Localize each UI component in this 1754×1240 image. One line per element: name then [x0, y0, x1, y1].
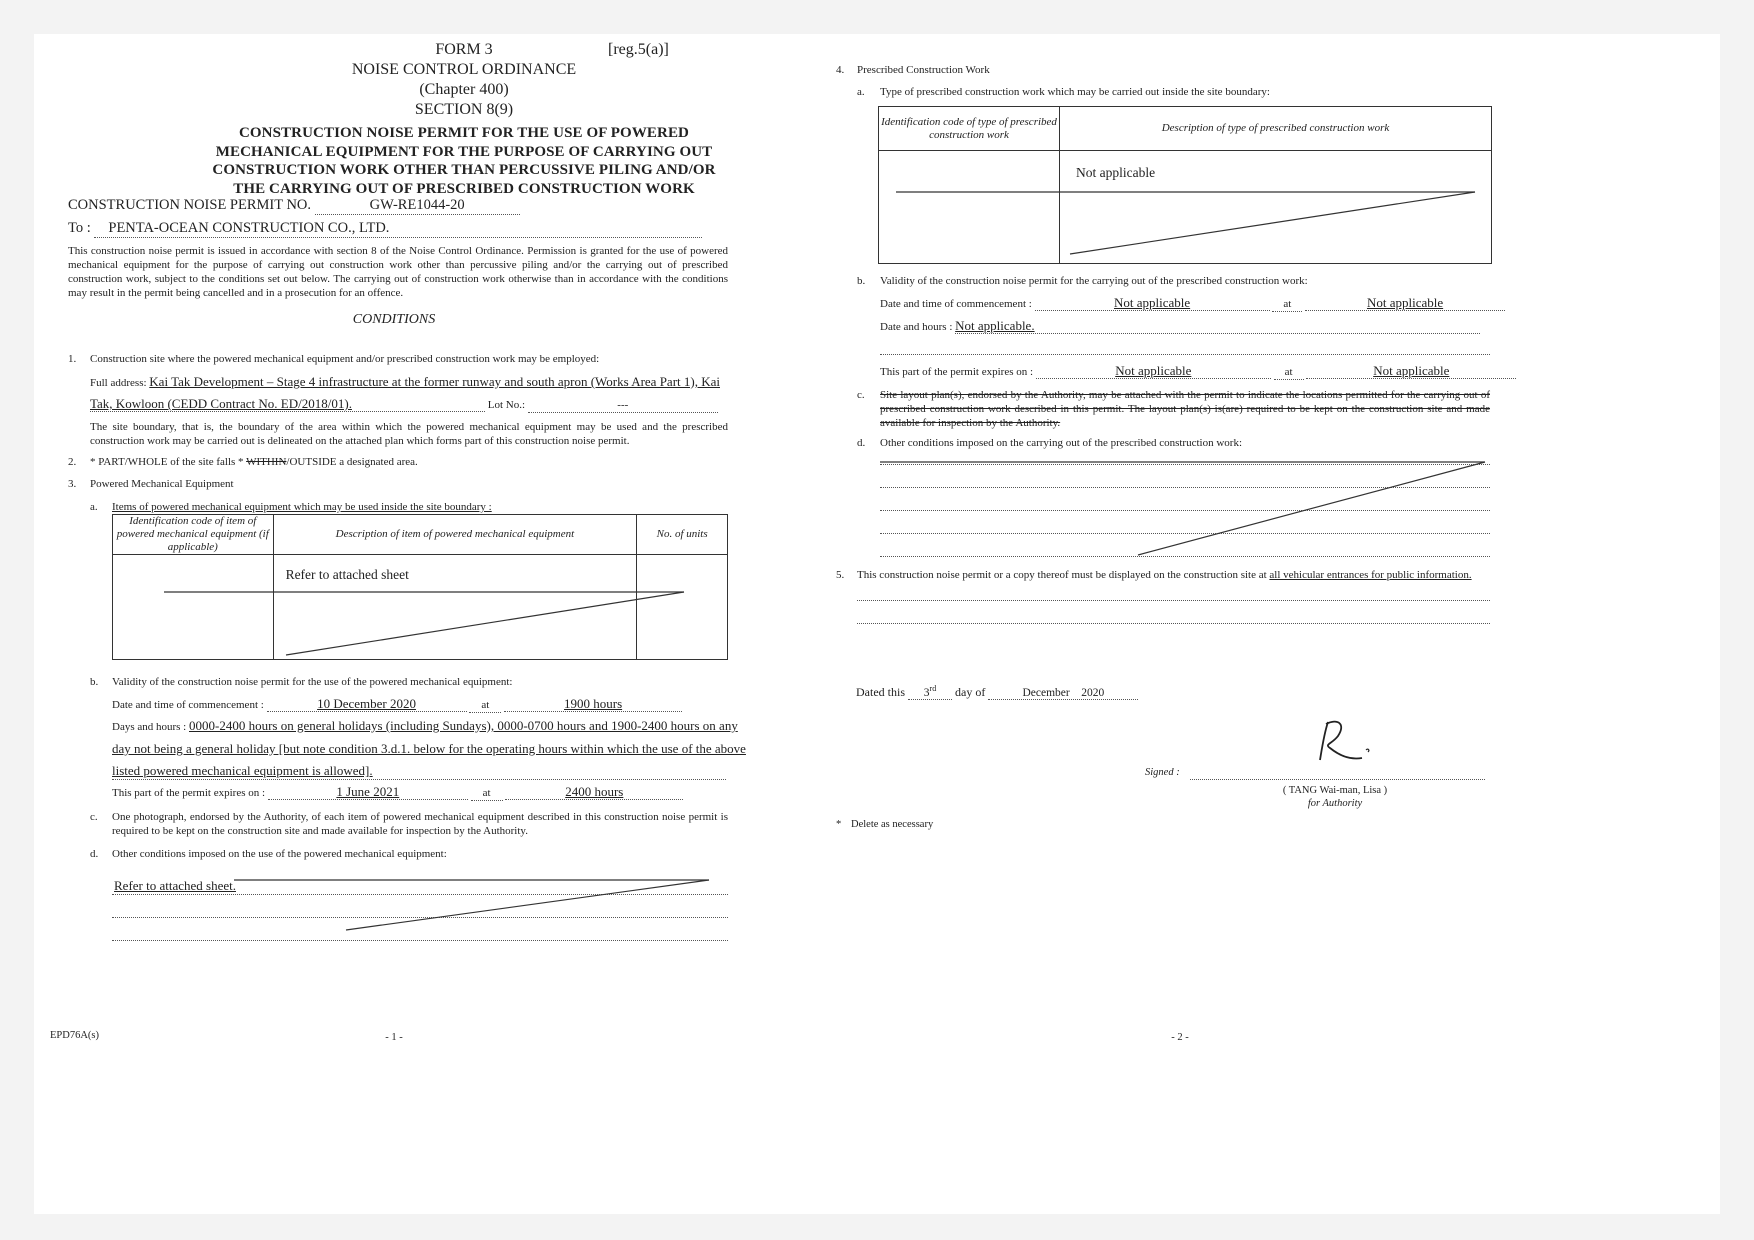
condition-3b-text: Validity of the construction noise permit for the use of the powered mechanical equipment:	[112, 676, 513, 688]
intro-paragraph: This construction noise permit is issued in accordance with section 8 of the Noise Control Ordinance. Permission is granted for the use of powered mechanical equipment for the purpose of carrying out construction work other than percussive piling and/or the carrying out of prescribed construction work, subject to the conditions set out below. The carrying out of construction work otherwise than in accordance with the conditions may result in the permit being cancelled and in a prosecution for an offence.	[68, 245, 728, 299]
full-address-line-1: Full address: Kai Tak Development – Stage 4 infrastructure at the former runway and south apron (Works Area Part 1), Kai	[90, 374, 720, 389]
pme-header-units: No. of units	[637, 515, 728, 555]
dated-year: 2020	[1081, 686, 1105, 699]
signatory-name: ( TANG Wai-man, Lisa )	[1282, 785, 1388, 796]
pcw-header-description: Description of type of prescribed construction work	[1060, 107, 1492, 151]
pcw-hours-row: Date and hours : Not applicable.	[880, 319, 1480, 334]
condition-3d-value: Refer to attached sheet.	[114, 878, 236, 893]
condition-3a-text: Items of powered mechanical equipment which may be used inside the site boundary :	[112, 501, 492, 513]
pme-expiry-date: 1 June 2021	[268, 785, 468, 800]
pcw-commence-date: Not applicable	[1035, 296, 1270, 311]
pcw-commencement-row: Date and time of commencement : Not applicable at Not applicable	[880, 296, 1505, 312]
full-address: Kai Tak Development – Stage 4 infrastructure at the former runway and south apron (Works Area Part 1), Kai	[149, 374, 720, 389]
dated-day: 3	[923, 686, 930, 699]
page-2: 4. Prescribed Construction Work a. Type of prescribed construction work which may be carried out inside the site boundary: Identification code of type of prescribed construction work Description of type of prescribed construction work Not applicable b. Validity of the construction noise permit for the carrying out of the prescribed construction work: Date and time of commencement : Not applicable at Not applicable Date and hours : Not applicable. This part of the permit expires on : Not applicable at Not applicable c. Site layout plan(s), endorsed by the Authority, may be attached with the permit to indicate the locations permitted for the carrying out of prescribed construction work described in this permit. The layout plan(s) is(are) required to be kept on the construction site and made available for inspection by the Authority. d. Other conditions imposed on the carrying out of the prescribed construction work: 5. This construction noise permit or a copy thereof must be displayed on the construction site at all vehicular entrances for public information. Dated this 3rd day of December 2020 Signed : ( TANG Wai-man, Lisa ) for Authority * Delete as necessary - 2 -	[880, 34, 1720, 1214]
signed-label: Signed :	[1145, 767, 1180, 778]
condition-3-number: 3.	[68, 478, 77, 490]
pcw-expiry-row: This part of the permit expires on : Not applicable at Not applicable	[880, 364, 1516, 380]
dated-month: December	[1022, 686, 1070, 699]
regulation-ref: [reg.5(a)]	[608, 41, 669, 58]
pme-days-row: Days and hours : 0000-2400 hours on general holidays (including Sundays), 0000-0700 hours and 1900-2400 hours on any	[112, 718, 738, 733]
pme-cell: Refer to attached sheet	[273, 555, 637, 660]
pme-commence-time: 1900 hours	[504, 697, 682, 712]
condition-2-text: * PART/WHOLE of the site falls * WITHIN/OUTSIDE a designated area.	[90, 456, 418, 468]
pcw-hours: Not applicable.	[955, 319, 1480, 334]
condition-4d-text: Other conditions imposed on the carrying out of the prescribed construction work:	[880, 437, 1242, 449]
pcw-header-code: Identification code of type of prescribed construction work	[879, 107, 1060, 151]
strike-lines-page-2	[880, 34, 1720, 1214]
full-address-line-2: Tak, Kowloon (CEDD Contract No. ED/2018/01). Lot No.: ---	[90, 397, 718, 413]
condition-5-value: all vehicular entrances for public information.	[1269, 569, 1472, 581]
condition-3-text: Powered Mechanical Equipment	[90, 478, 234, 490]
dated-row: Dated this 3rd day of December 2020	[856, 684, 1138, 700]
page-number-1: - 1 -	[385, 1032, 403, 1043]
condition-4-text: Prescribed Construction Work	[857, 64, 990, 76]
section: SECTION 8(9)	[414, 101, 514, 118]
for-authority: for Authority	[1307, 798, 1363, 809]
condition-1-text: Construction site where the powered mechanical equipment and/or prescribed construction work may be employed:	[90, 353, 600, 365]
pme-expiry-time: 2400 hours	[505, 785, 683, 800]
page-number-2: - 2 -	[1171, 1032, 1189, 1043]
ordinance-name: NOISE CONTROL ORDINANCE	[351, 61, 577, 78]
condition-5-text: This construction noise permit or a copy thereof must be displayed on the construction site at all vehicular entrances for public information.	[857, 569, 1472, 581]
addressee: PENTA-OCEAN CONSTRUCTION CO., LTD.	[94, 220, 702, 238]
pcw-expiry-time: Not applicable	[1306, 364, 1516, 379]
permit-number-row: CONSTRUCTION NOISE PERMIT NO. GW-RE1044-20	[68, 197, 520, 215]
form-number: FORM 3	[435, 41, 493, 58]
pcw-commence-time: Not applicable	[1305, 296, 1505, 311]
pme-header-description: Description of item of powered mechanical equipment	[273, 515, 637, 555]
pcw-cell: Not applicable	[1060, 151, 1492, 264]
pme-commencement-row: Date and time of commencement : 10 December 2020 at 1900 hours	[112, 697, 682, 713]
footnote: Delete as necessary	[851, 819, 934, 830]
condition-4b-text: Validity of the construction noise permit for the carrying out of the prescribed construction work:	[880, 275, 1308, 287]
condition-3c-text: One photograph, endorsed by the Authority, of each item of powered mechanical equipment described in this construction noise permit is required to be kept on the construction site and made available for inspection by the Authority.	[112, 811, 728, 837]
permit-title: CONSTRUCTION NOISE PERMIT FOR THE USE OF POWERED MECHANICAL EQUIPMENT FOR THE PURPOSE OF CARRYING OUT CONSTRUCTION WORK OTHER THAN PERCUSSIVE PILING AND/OR THE CARRYING OUT OF PRESCRIBED CONSTRUCTION WORK	[212, 125, 716, 197]
strike-lines-page-1	[34, 34, 889, 1214]
conditions-heading: CONDITIONS	[352, 312, 436, 327]
signature-line	[1190, 779, 1485, 780]
condition-1-number: 1.	[68, 353, 77, 365]
pme-commence-date: 10 December 2020	[267, 697, 467, 712]
addressee-row: To : PENTA-OCEAN CONSTRUCTION CO., LTD.	[68, 220, 702, 238]
site-boundary-text: The site boundary, that is, the boundary of the area within which the powered mechanical equipment may be used and the prescribed construction work may be carried out is delineated on the attached plan which forms part of this construction noise permit.	[90, 421, 728, 447]
signature-mark	[1310, 714, 1380, 774]
pcw-expiry-date: Not applicable	[1036, 364, 1271, 379]
pme-expiry-row: This part of the permit expires on : 1 June 2021 at 2400 hours	[112, 785, 683, 801]
condition-4c-text: Site layout plan(s), endorsed by the Authority, may be attached with the permit to indicate the locations permitted for the carrying out of prescribed construction work described in this permit. The layout plan(s) is(are) required to be kept on the construction site and made available for inspection by the Authority.	[880, 389, 1490, 429]
page-1: FORM 3 [reg.5(a)] NOISE CONTROL ORDINANCE (Chapter 400) SECTION 8(9) CONSTRUCTION NOISE PERMIT FOR THE USE OF POWERED MECHANICAL EQUIPMENT FOR THE PURPOSE OF CARRYING OUT CONSTRUCTION WORK OTHER THAN PERCUSSIVE PILING AND/OR THE CARRYING OUT OF PRESCRIBED CONSTRUCTION WORK CONSTRUCTION NOISE PERMIT NO. GW-RE1044-20 To : PENTA-OCEAN CONSTRUCTION CO., LTD. This construction noise permit is issued in accordance with section 8 of the Noise Control Ordinance. Permission is granted for the use of powered mechanical equipment for the purpose of carrying out construction work other than percussive piling and/or the carrying out of prescribed construction work, subject to the conditions set out below. The carrying out of construction work otherwise than in accordance with the conditions may result in the permit being cancelled and in a prosecution for an offence. CONDITIONS 1. Construction site where the powered mechanical equipment and/or prescribed construction work may be employed: Full address: Kai Tak Development – Stage 4 infrastructure at the former runway and south apron (Works Area Part 1), Kai Tak, Kowloon (CEDD Contract No. ED/2018/01). Lot No.: --- The site boundary, that is, the boundary of the area within which the powered mechanical equipment may be used and the prescribed construction work may be carried out is delineated on the attached plan which forms part of this construction noise permit. 2. * PART/WHOLE of the site falls * WITHIN/OUTSIDE a designated area. 3. Powered Mechanical Equipment a. Items of powered mechanical equipment which may be used inside the site boundary : Identification code of item of powered mechanical equipment (if applicable) Description of item of powered mechanical equipment No. of units Refer to attached sheet b. Validity of the construction noise permit for the use of the powered mechanical equipment: Date and time of commencement : 10 December 2020 at 1900 hours Days and hours : 0000-2400 hours on general holidays (including Sundays), 0000-0700 hours and 1900-2400 hours on any day not being a general holiday [but note condition 3.d.1. below for the operating hours within which the use of the above listed powered mechanical equipment is allowed]. This part of the permit expires on : 1 June 2021 at 2400 hours c. One photograph, endorsed by the Authority, of each item of powered mechanical equipment described in this construction noise permit is required to be kept on the construction site and made available for inspection by the Authority. d. Other conditions imposed on the use of the powered mechanical equipment: Refer to attached sheet. EPD76A(s) - 1 -	[34, 34, 889, 1214]
condition-3d-text: Other conditions imposed on the use of the powered mechanical equipment:	[112, 848, 447, 860]
pme-header-code: Identification code of item of powered mechanical equipment (if applicable)	[113, 515, 274, 555]
pme-days-hours: 0000-2400 hours on general holidays (including Sundays), 0000-0700 hours and 1900-2400 hours on any	[189, 718, 738, 733]
permit-number: GW-RE1044-20	[315, 197, 520, 215]
lot-number: ---	[528, 398, 718, 413]
chapter: (Chapter 400)	[419, 81, 509, 98]
condition-4a-text: Type of prescribed construction work which may be carried out inside the site boundary:	[880, 86, 1270, 98]
condition-2-number: 2.	[68, 456, 77, 468]
form-code: EPD76A(s)	[50, 1030, 99, 1041]
